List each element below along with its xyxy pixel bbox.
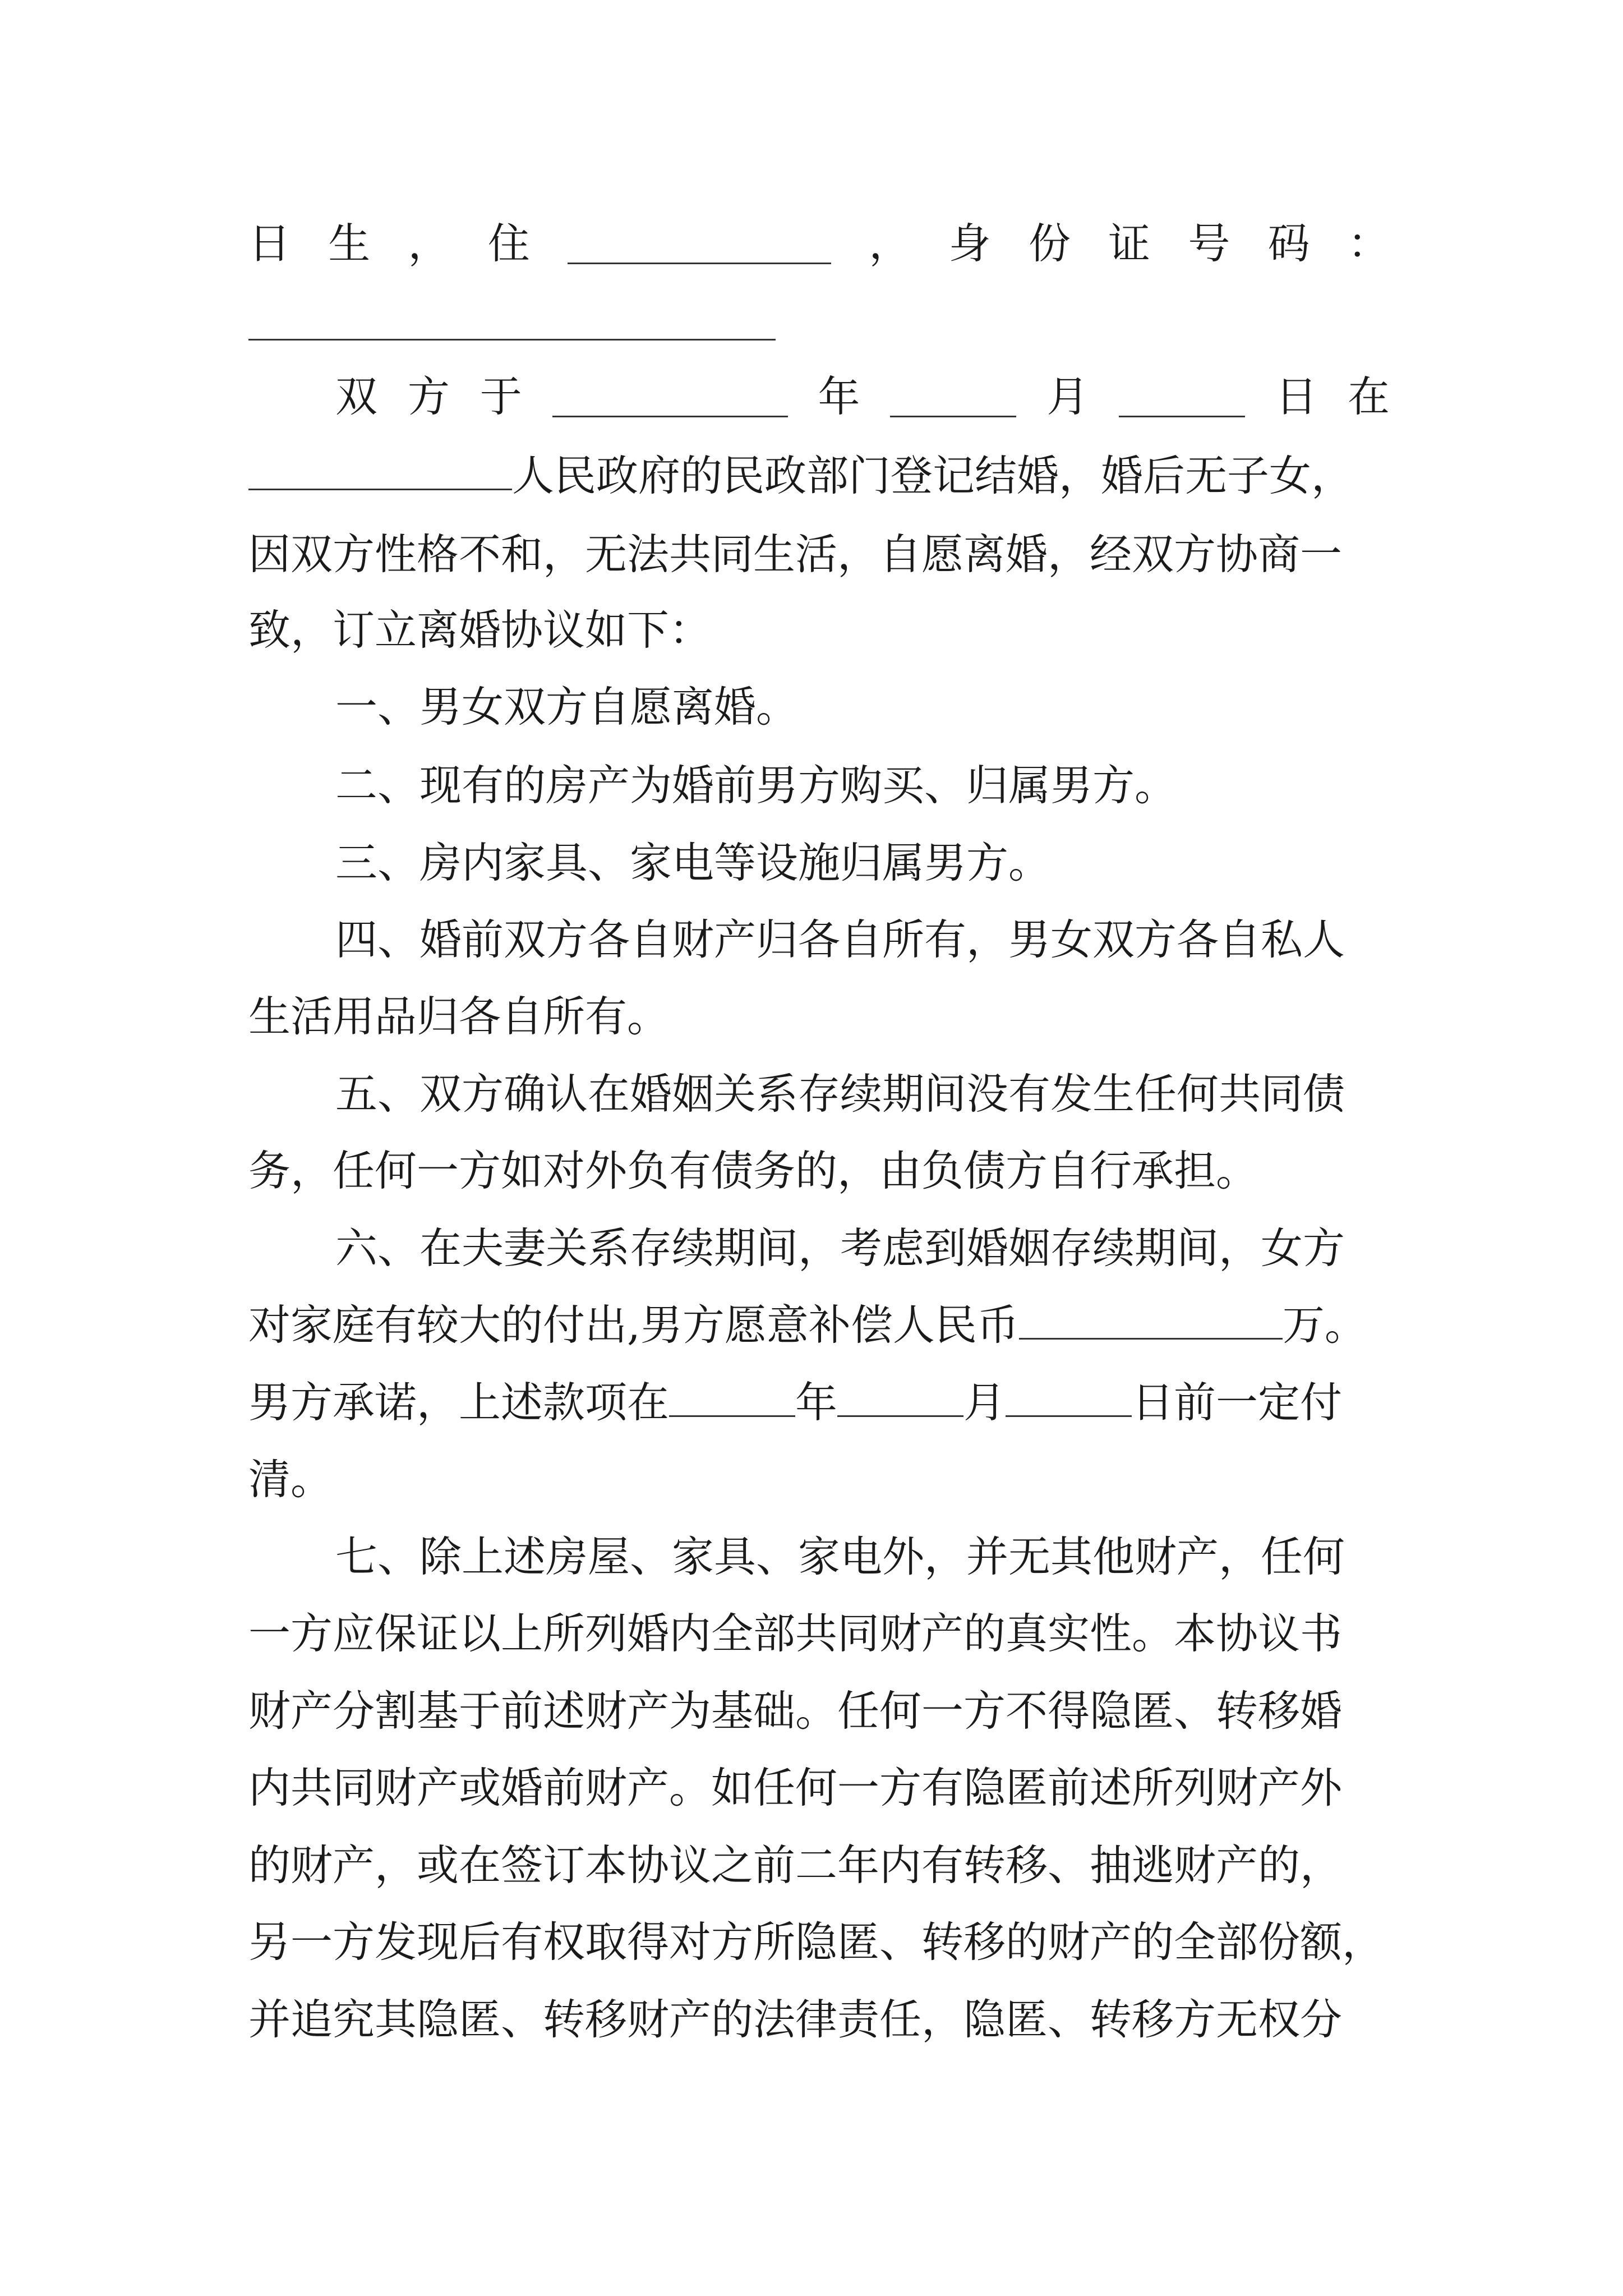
- text: 年: [795, 1378, 838, 1427]
- text-line: [248, 1832, 1390, 1899]
- month-blank: [890, 376, 1016, 417]
- text: 四、婚前双方各自财产归各自所有，男女双方各自私人: [335, 915, 1345, 964]
- text-line-compensation: [248, 1291, 1390, 1359]
- text-line: [248, 596, 1390, 664]
- text-line: [248, 983, 1390, 1050]
- char: 方: [407, 372, 450, 421]
- text: 日前一定付: [1132, 1378, 1343, 1427]
- government-blank: [248, 449, 512, 490]
- pay-year-blank: [669, 1376, 795, 1417]
- clause-4: [248, 906, 1390, 973]
- char: 证: [1108, 219, 1151, 268]
- char: 年: [818, 372, 860, 421]
- text: 的财产，或在签订本协议之前二年内有转移、抽逃财产的，: [248, 1841, 1343, 1890]
- clause-5: [248, 1060, 1390, 1128]
- text: 一、男女双方自愿离婚。: [335, 682, 799, 731]
- clause-3: [248, 829, 1390, 896]
- text: 月: [963, 1378, 1006, 1427]
- text-line: [248, 521, 1390, 588]
- text: 另一方发现后有权取得对方所隐匿、转移的财产的全部份额，: [248, 1917, 1385, 1967]
- pay-day-blank: [1006, 1376, 1132, 1417]
- char: ，: [869, 219, 911, 268]
- char: 日: [1275, 372, 1318, 421]
- clause-2: [248, 752, 1390, 819]
- text: 男方承诺，上述款项在: [248, 1378, 670, 1427]
- char: 号: [1188, 219, 1230, 268]
- text-line: [248, 1986, 1390, 2053]
- clause-1: [248, 673, 1390, 740]
- char: ：: [1347, 219, 1390, 268]
- text: 万。: [1282, 1300, 1367, 1350]
- id-number-blank: [248, 339, 776, 341]
- text: 一方应保证以上所列婚内全部共同财产的真实性。本协议书: [248, 1609, 1343, 1658]
- text: 七、除上述房屋、家具、家电外，并无其他财产，任何: [335, 1532, 1345, 1581]
- char: 生: [328, 219, 371, 268]
- text: 生活用品归各自所有。: [248, 992, 670, 1041]
- text-line-birth-address-id: [248, 210, 1390, 277]
- char: 住: [487, 219, 530, 268]
- text-line: [248, 1446, 1390, 1513]
- text: 二、现有的房产为婚前男方购买、归属男方。: [335, 761, 1177, 810]
- amount-blank: [1019, 1299, 1283, 1340]
- text: 因双方性格不和，无法共同生活，自愿离婚，经双方协商一: [248, 530, 1343, 579]
- address-blank: [568, 223, 831, 264]
- text: 并追究其隐匿、转移财产的法律责任，隐匿、转移方无权分: [248, 1995, 1343, 2044]
- text: 清。: [248, 1455, 333, 1504]
- text-line: [248, 1677, 1390, 1745]
- text-line-payment-date: [248, 1369, 1390, 1436]
- text: 财产分割基于前述财产为基础。任何一方不得隐匿、转移婚: [248, 1686, 1343, 1736]
- text-line: [248, 1137, 1390, 1204]
- text: 人民政府的民政部门登记结婚，婚后无子女，: [512, 451, 1354, 500]
- char: 份: [1028, 219, 1071, 268]
- day-blank: [1119, 376, 1245, 417]
- text: 内共同财产或婚前财产。如任何一方有隐匿前述所列财产外: [248, 1763, 1343, 1812]
- text: 三、房内家具、家电等设施归属男方。: [335, 838, 1051, 887]
- text: 致，订立离婚协议如下：: [248, 605, 712, 655]
- text-line-marriage-date: [248, 363, 1390, 430]
- char: 月: [1046, 372, 1089, 421]
- text: 五、双方确认在婚姻关系存续期间没有发生任何共同债: [335, 1069, 1345, 1119]
- year-blank: [552, 376, 788, 417]
- text: 务，任何一方如对外负有债务的，由负债方自行承担。: [248, 1146, 1258, 1195]
- text: 六、在夫妻关系存续期间，考虑到婚姻存续期间，女方: [335, 1223, 1345, 1273]
- text-line: [248, 1908, 1390, 1976]
- char: ，: [408, 219, 450, 268]
- clause-6: [248, 1214, 1390, 1282]
- text: 对家庭有较大的付出,男方愿意补偿人民币: [248, 1300, 1019, 1350]
- text-line: [248, 1754, 1390, 1821]
- text-line: [248, 1600, 1390, 1667]
- char: 于: [479, 372, 522, 421]
- clause-7: [248, 1523, 1390, 1590]
- char: 在: [1347, 372, 1390, 421]
- char: 日: [248, 219, 291, 268]
- char: 码: [1267, 219, 1310, 268]
- char: 身: [948, 219, 991, 268]
- text-line: [248, 442, 1390, 509]
- pay-month-blank: [837, 1376, 963, 1417]
- char: 双: [335, 372, 378, 421]
